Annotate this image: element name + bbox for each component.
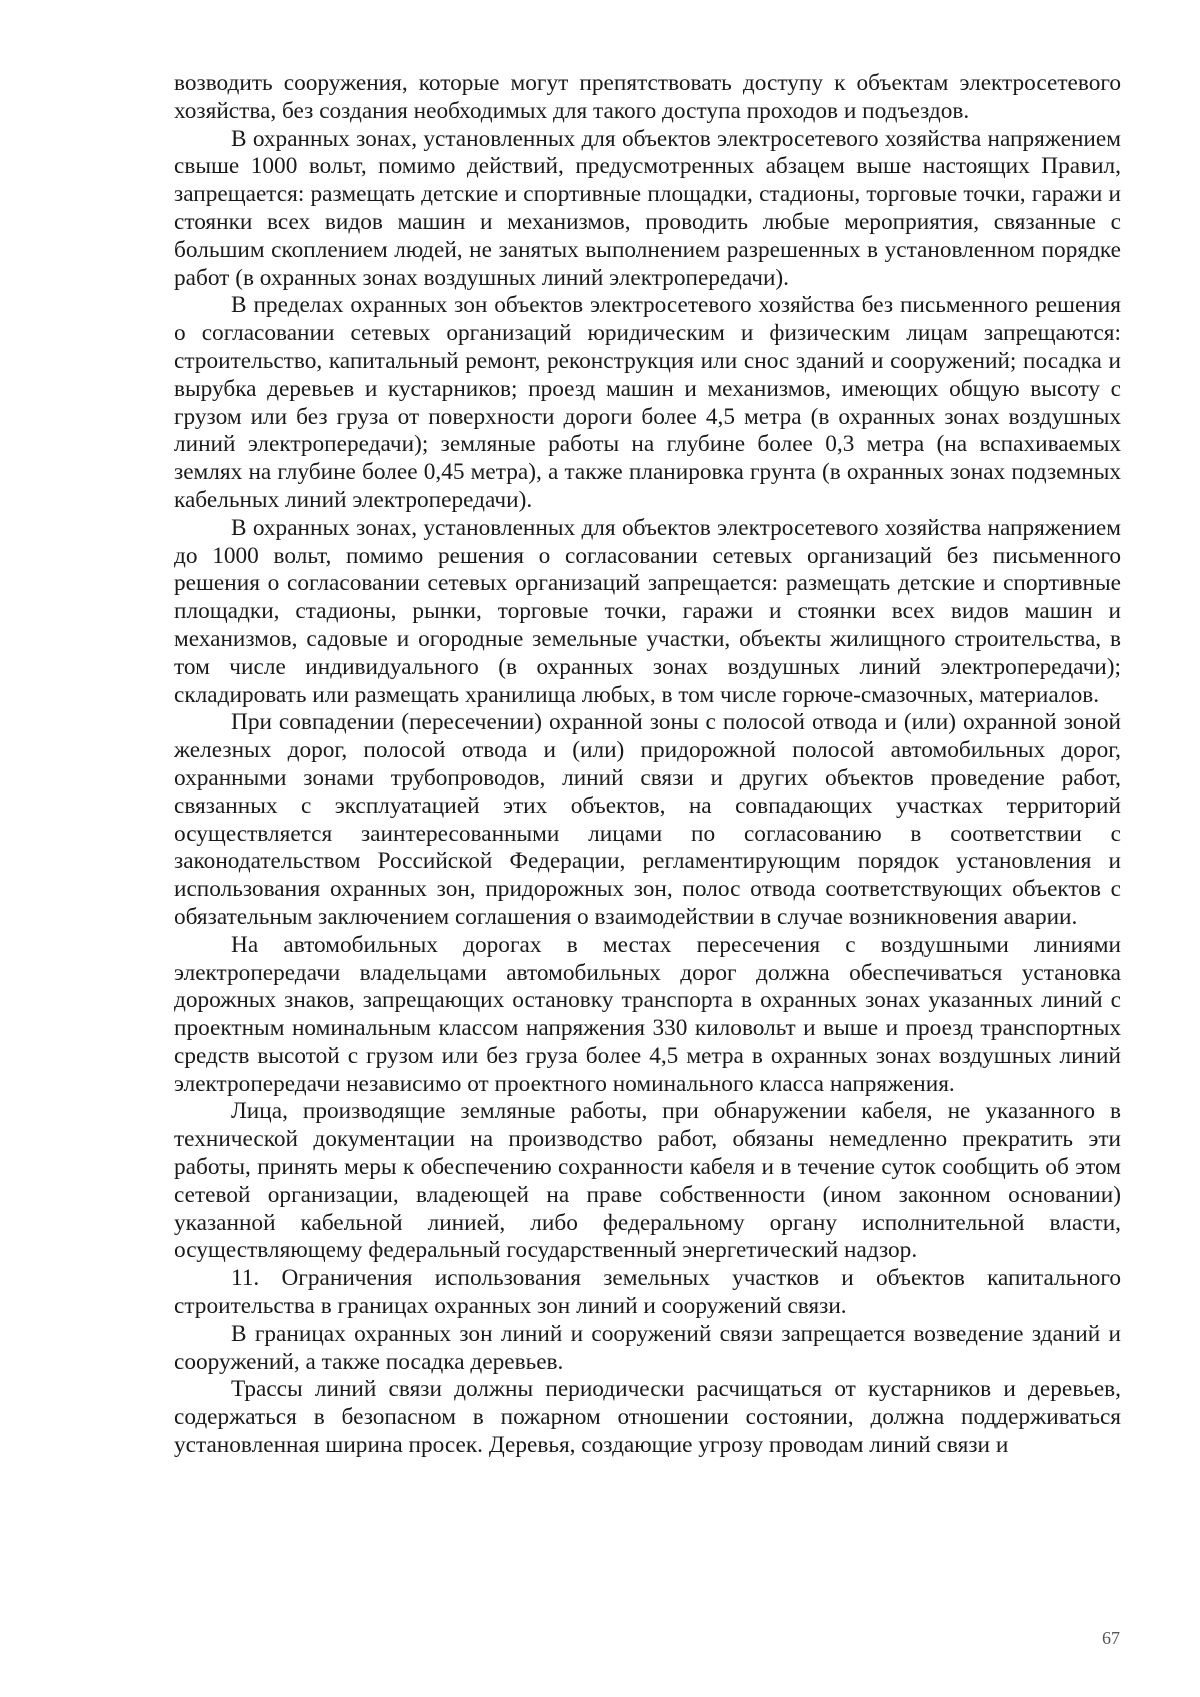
- paragraph: На автомобильных дорогах в местах пересечения с воздушными линиями электропередачи владельцами автомобильных дорог должна обеспечиваться установка дорожных знаков, запрещающих остановку транспорта в охранных зонах указанных линий с проектным номинальным классом напряжения 330 киловольт и выше и проезд транспортных средств высотой с грузом или без груза более 4,5 метра в охранных зонах воздушных линий электропередачи независимо от проектного номинального класса напряжения.: [174, 931, 1121, 1097]
- paragraph: При совпадении (пересечении) охранной зоны с полосой отвода и (или) охранной зоной железных дорог, полосой отвода и (или) придорожной полосой автомобильных дорог, охранными зонами трубопроводов, линий связи и других объектов проведение работ, связанных с эксплуатацией этих объектов, на совпадающих участках территорий осуществляется заинтересованными лицами по согласованию в соответствии с законодательством Российской Федерации, регламентирующим порядок установления и использования охранных зон, придорожных зон, полос отвода соответствующих объектов с обязательным заключением соглашения о взаимодействии в случае возникновения аварии.: [174, 709, 1121, 930]
- paragraph: В охранных зонах, установленных для объектов электросетевого хозяйства напряжением свыше 1000 вольт, помимо действий, предусмотренных абзацем выше настоящих Правил, запрещается: размещать детские и спортивные площадки, стадионы, торговые точки, гаражи и стоянки всех видов машин и механизмов, проводить любые мероприятия, связанные с большим скоплением людей, не занятых выполнением разрешенных в установленном порядке работ (в охранных зонах воздушных линий электропередачи).: [174, 125, 1121, 291]
- section-heading: 11. Ограничения использования земельных участков и объектов капитального строительства в границах охранных зон линий и сооружений связи.: [174, 1265, 1121, 1320]
- paragraph: Трассы линий связи должны периодически расчищаться от кустарников и деревьев, содержаться в безопасном в пожарном отношении состоянии, должна поддерживаться установленная ширина просек. Деревья, создающие угрозу проводам линий связи и: [174, 1376, 1121, 1459]
- paragraph: В пределах охранных зон объектов электросетевого хозяйства без письменного решения о согласовании сетевых организаций юридическим и физическим лицам запрещаются: строительство, капитальный ремонт, реконструкция или снос зданий и сооружений; посадка и вырубка деревьев и кустарников; проезд машин и механизмов, имеющих общую высоту с грузом или без груза от поверхности дороги более 4,5 метра (в охранных зонах воздушных линий электропередачи); земляные работы на глубине более 0,3 метра (на вспахиваемых землях на глубине более 0,45 метра), а также планировка грунта (в охранных зонах подземных кабельных линий электропередачи).: [174, 292, 1121, 513]
- page-number: 67: [1102, 1628, 1120, 1648]
- document-body: [174, 70, 1121, 1460]
- paragraph: В границах охранных зон линий и сооружений связи запрещается возведение зданий и сооружений, а также посадка деревьев.: [174, 1320, 1121, 1375]
- paragraph: Лица, производящие земляные работы, при обнаружении кабеля, не указанного в технической документации на производство работ, обязаны немедленно прекратить эти работы, принять меры к обеспечению сохранности кабеля и в течение суток сообщить об этом сетевой организации, владеющей на праве собственности (ином законном основании) указанной кабельной линией, либо федеральному органу исполнительной власти, осуществляющему федеральный государственный энергетический надзор.: [174, 1098, 1121, 1264]
- paragraph: возводить сооружения, которые могут препятствовать доступу к объектам электросетевого хозяйства, без создания необходимых для такого доступа проходов и подъездов.: [174, 70, 1121, 124]
- paragraph: В охранных зонах, установленных для объектов электросетевого хозяйства напряжением до 1000 вольт, помимо решения о согласовании сетевых организаций без письменного решения о согласовании сетевых организаций запрещается: размещать детские и спортивные площадки, стадионы, рынки, торговые точки, гаражи и стоянки всех видов машин и механизмов, садовые и огородные земельные участки, объекты жилищного строительства, в том числе индивидуального (в охранных зонах воздушных линий электропередачи); складировать или размещать хранилища любых, в том числе горюче-смазочных, материалов.: [174, 514, 1121, 708]
